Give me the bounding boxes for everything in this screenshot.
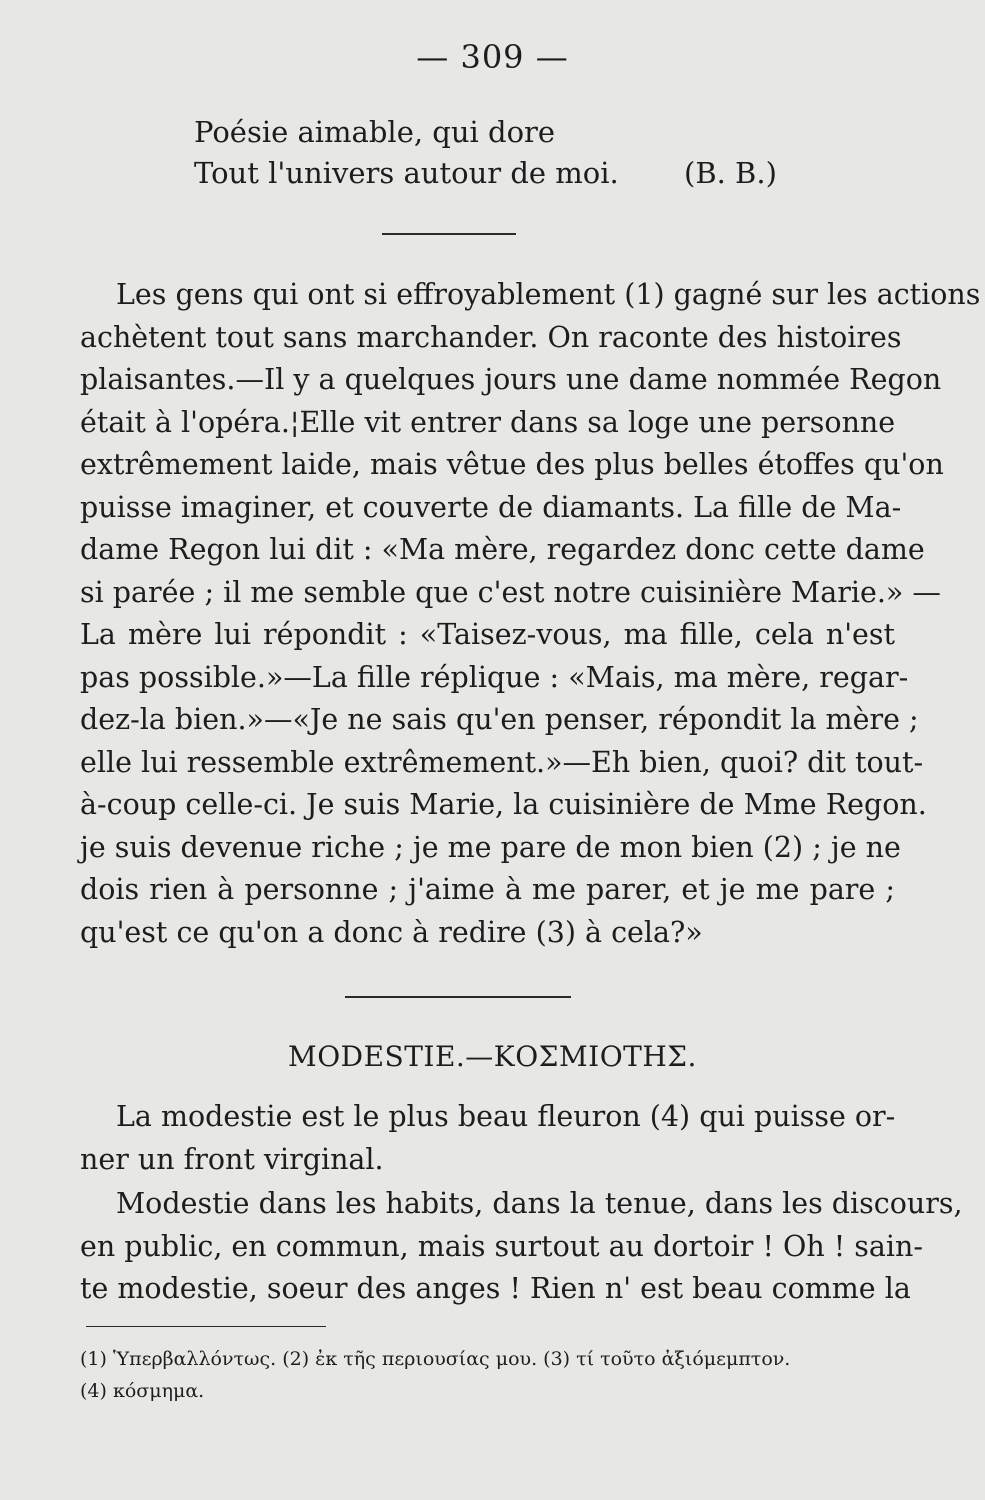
text-line: achètent tout sans marchander. On raconte des histoires [80,320,902,354]
separator-rule [345,996,571,998]
text-line: Les gens qui ont si effroyablement (1) gagné sur les actions [116,278,981,311]
section-heading: MODESTIE.—ΚΟΣΜΙΟΤΗΣ. [288,1040,697,1073]
text-line: dois rien à personne ; j'aime à me parer, et je me pare ; [80,873,895,906]
text-line: puisse imaginer, et couverte de diamants. La fille de Ma- [80,490,902,524]
story-paragraph [80,274,981,954]
text-line: La modestie est le plus beau fleuron (4) qui puisse or- [116,1100,896,1133]
text-line: extrêmement laide, mais vêtue des plus belles étoffes qu'on [80,448,944,481]
text-line: je suis devenue riche ; je me pare de mon bien (2) ; je ne [80,830,901,864]
text-line: plaisantes.—Il y a quelques jours une dame nommée Regon [80,363,942,396]
footnotes [80,1343,790,1407]
text-line: en public, en commun, mais surtout au dortoir ! Oh ! sain- [80,1229,923,1263]
footnote-rule [86,1326,326,1327]
page-number: — 309 — [416,38,569,76]
poem-quote [194,112,777,194]
text-line: dame Regon lui dit : «Ma mère, regardez donc cette dame [80,533,925,566]
poem-line: Poésie aimable, qui dore [194,115,556,149]
footnote-line: (4) κόσμημα. [80,1380,205,1402]
text-line: qu'est ce qu'on a donc à redire (3) à cela?» [80,915,703,949]
text-line: elle lui ressemble extrêmement.»—Eh bien, quoi? dit tout- [80,745,924,779]
text-line: à-coup celle-ci. Je suis Marie, la cuisinière de Mme Regon. [80,788,927,821]
poem-line: Tout l'univers autour de moi. [194,156,619,190]
modesty-paragraph-2 [80,1183,963,1311]
text-line: ner un front virginal. [80,1142,384,1176]
separator-rule [382,233,516,235]
text-line: pas possible.»—La fille réplique : «Mais, ma mère, regar- [80,660,909,694]
text-line: si parée ; il me semble que c'est notre cuisinière Marie.» — [80,575,941,609]
footnote-line: (1) Ὑπερβαλλόντως. (2) ἐκ τῆς περιουσίας μου. (3) τί τοῦτο ἀξιόμεμπτον. [80,1348,791,1370]
text-line: Modestie dans les habits, dans la tenue, dans les discours, [116,1187,963,1220]
text-line: La mère lui répondit : «Taisez-vous, ma fille, cela n'est [80,618,895,651]
text-line: te modestie, soeur des anges ! Rien n' est beau comme la [80,1272,911,1305]
text-line: dez-la bien.»—«Je ne sais qu'en penser, répondit la mère ; [80,703,919,736]
poem-attribution: (B. B.) [684,156,777,190]
text-line: était à l'opéra.¦Elle vit entrer dans sa loge une personne [80,405,896,439]
modesty-paragraph-1 [80,1096,895,1181]
